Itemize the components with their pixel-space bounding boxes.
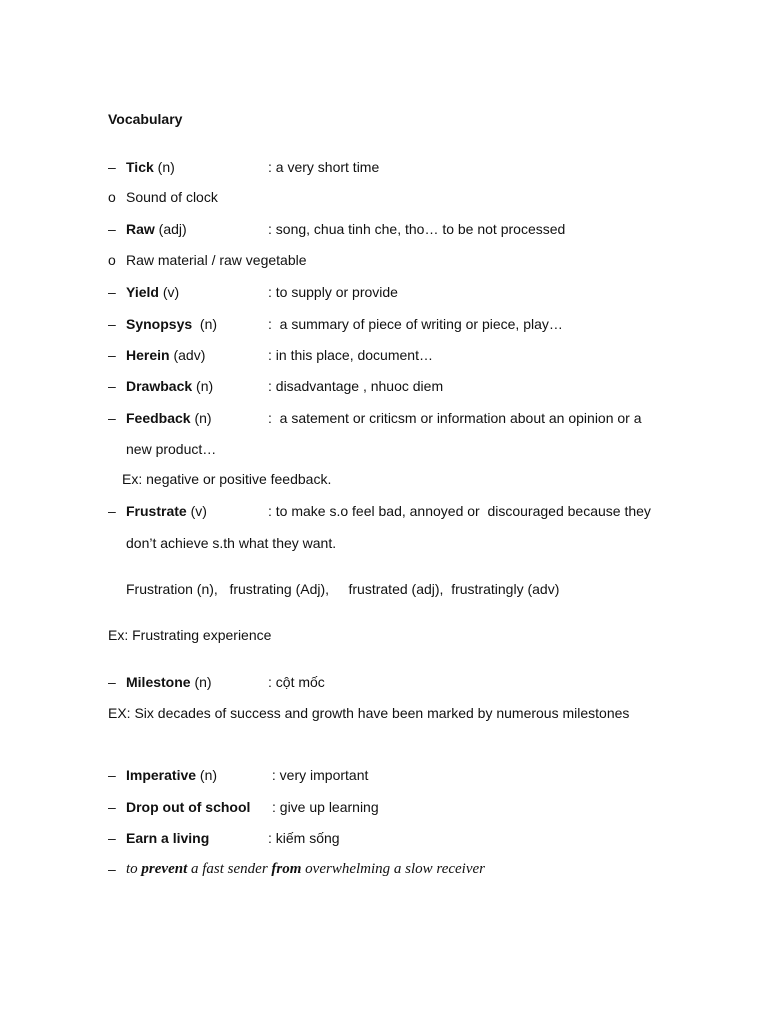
definition: : cột mốc bbox=[268, 674, 325, 690]
keyword-from: from bbox=[271, 861, 302, 877]
term: Imperative bbox=[126, 767, 197, 783]
term: Feedback bbox=[126, 410, 191, 426]
definition: : a satement or criticsm or information about an opinion or a bbox=[268, 410, 642, 426]
dash-bullet: – bbox=[108, 674, 116, 690]
term: Herein bbox=[126, 347, 170, 363]
definition-continuation: new product… bbox=[126, 441, 217, 457]
definition: : to make s.o feel bad, annoyed or discouraged because they bbox=[268, 503, 651, 519]
part-of-speech: (n) bbox=[192, 378, 214, 394]
definition: : to supply or provide bbox=[268, 284, 398, 300]
term: Tick bbox=[126, 159, 154, 175]
dash-bullet: – bbox=[108, 316, 116, 332]
definition: : kiếm sống bbox=[268, 830, 340, 846]
page-title: Vocabulary bbox=[108, 111, 183, 127]
dash-bullet: – bbox=[108, 830, 116, 846]
term: Drop out of school bbox=[126, 799, 251, 815]
part-of-speech: (v) bbox=[158, 284, 180, 300]
example-feedback: Ex: negative or positive feedback. bbox=[122, 471, 332, 487]
dash-bullet: – bbox=[108, 159, 116, 175]
term: Synopsys bbox=[126, 316, 193, 332]
dash-bullet: – bbox=[108, 861, 116, 877]
term: Milestone bbox=[126, 674, 191, 690]
part-of-speech: (n) bbox=[192, 316, 218, 332]
definition: : disadvantage , nhuoc diem bbox=[268, 378, 444, 394]
definition: : give up learning bbox=[272, 799, 379, 815]
term: Drawback bbox=[126, 378, 193, 394]
definition: : very important bbox=[268, 767, 369, 783]
part-of-speech: (n) bbox=[190, 674, 212, 690]
dash-bullet: – bbox=[108, 767, 116, 783]
sub-item-text: Raw material / raw vegetable bbox=[126, 252, 307, 268]
term: Yield bbox=[126, 284, 159, 300]
dash-bullet: – bbox=[108, 503, 116, 519]
term: Raw bbox=[126, 221, 155, 237]
part-of-speech: (n) bbox=[153, 159, 175, 175]
dash-bullet: – bbox=[108, 347, 116, 363]
circle-bullet: o bbox=[108, 252, 116, 268]
definition: : song, chua tinh che, tho… to be not processed bbox=[268, 221, 566, 237]
part-of-speech: (n) bbox=[196, 767, 218, 783]
word-forms-frustrate: Frustration (n), frustrating (Adj), frustrated (adj), frustratingly (adv) bbox=[126, 581, 560, 597]
term: Earn a living bbox=[126, 830, 210, 846]
dash-bullet: – bbox=[108, 284, 116, 300]
part-of-speech: (adv) bbox=[169, 347, 206, 363]
part-of-speech: (v) bbox=[186, 503, 207, 519]
keyword-prevent: prevent bbox=[141, 861, 188, 877]
example-milestone: EX: Six decades of success and growth have been marked by numerous milestones bbox=[108, 705, 630, 721]
definition-continuation: don’t achieve s.th what they want. bbox=[126, 535, 337, 551]
part-of-speech: (adj) bbox=[154, 221, 187, 237]
definition: : a very short time bbox=[268, 159, 380, 175]
sub-item-text: Sound of clock bbox=[126, 189, 218, 205]
dash-bullet: – bbox=[108, 378, 116, 394]
dash-bullet: – bbox=[108, 221, 116, 237]
part-of-speech: (n) bbox=[190, 410, 212, 426]
definition: : a summary of piece of writing or piece, play… bbox=[268, 316, 563, 332]
definition: : in this place, document… bbox=[268, 347, 433, 363]
example-frustrating: Ex: Frustrating experience bbox=[108, 627, 272, 643]
circle-bullet: o bbox=[108, 189, 116, 205]
dash-bullet: – bbox=[108, 410, 116, 426]
term: Frustrate bbox=[126, 503, 187, 519]
dash-bullet: – bbox=[108, 799, 116, 815]
